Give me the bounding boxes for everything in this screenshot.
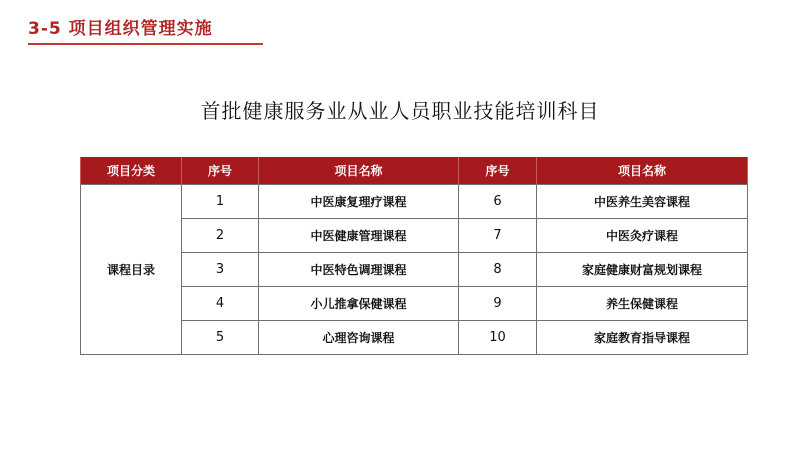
row-number-right: 10 bbox=[459, 321, 537, 355]
table-row bbox=[81, 219, 748, 253]
table-header-row bbox=[81, 157, 748, 185]
row-number-right: 6 bbox=[459, 185, 537, 219]
header-name-right: 项目名称 bbox=[537, 157, 748, 185]
header-number-left: 序号 bbox=[182, 157, 259, 185]
course-name-left: 中医特色调理课程 bbox=[259, 253, 459, 287]
section-title: 3-5 项目组织管理实施 bbox=[28, 19, 213, 39]
course-table bbox=[80, 157, 748, 355]
row-number-right: 8 bbox=[459, 253, 537, 287]
table-row bbox=[81, 253, 748, 287]
table-row bbox=[81, 321, 748, 355]
title-underline bbox=[28, 43, 263, 45]
course-name-right: 家庭教育指导课程 bbox=[537, 321, 748, 355]
page-title: 首批健康服务业从业人员职业技能培训科目 bbox=[200, 99, 600, 123]
header-category: 项目分类 bbox=[81, 157, 182, 185]
course-name-left: 心理咨询课程 bbox=[259, 321, 459, 355]
category-cell: 课程目录 bbox=[81, 185, 182, 355]
course-name-right: 家庭健康财富规划课程 bbox=[537, 253, 748, 287]
course-name-right: 养生保健课程 bbox=[537, 287, 748, 321]
row-number-left: 5 bbox=[182, 321, 259, 355]
course-name-left: 中医健康管理课程 bbox=[259, 219, 459, 253]
table-row bbox=[81, 287, 748, 321]
table-row bbox=[81, 185, 748, 219]
course-name-left: 小儿推拿保健课程 bbox=[259, 287, 459, 321]
course-name-right: 中医养生美容课程 bbox=[537, 185, 748, 219]
row-number-right: 7 bbox=[459, 219, 537, 253]
course-name-right: 中医灸疗课程 bbox=[537, 219, 748, 253]
header-number-right: 序号 bbox=[459, 157, 537, 185]
row-number-left: 1 bbox=[182, 185, 259, 219]
course-name-left: 中医康复理疗课程 bbox=[259, 185, 459, 219]
row-number-left: 3 bbox=[182, 253, 259, 287]
row-number-left: 2 bbox=[182, 219, 259, 253]
row-number-right: 9 bbox=[459, 287, 537, 321]
row-number-left: 4 bbox=[182, 287, 259, 321]
header-name-left: 项目名称 bbox=[259, 157, 459, 185]
